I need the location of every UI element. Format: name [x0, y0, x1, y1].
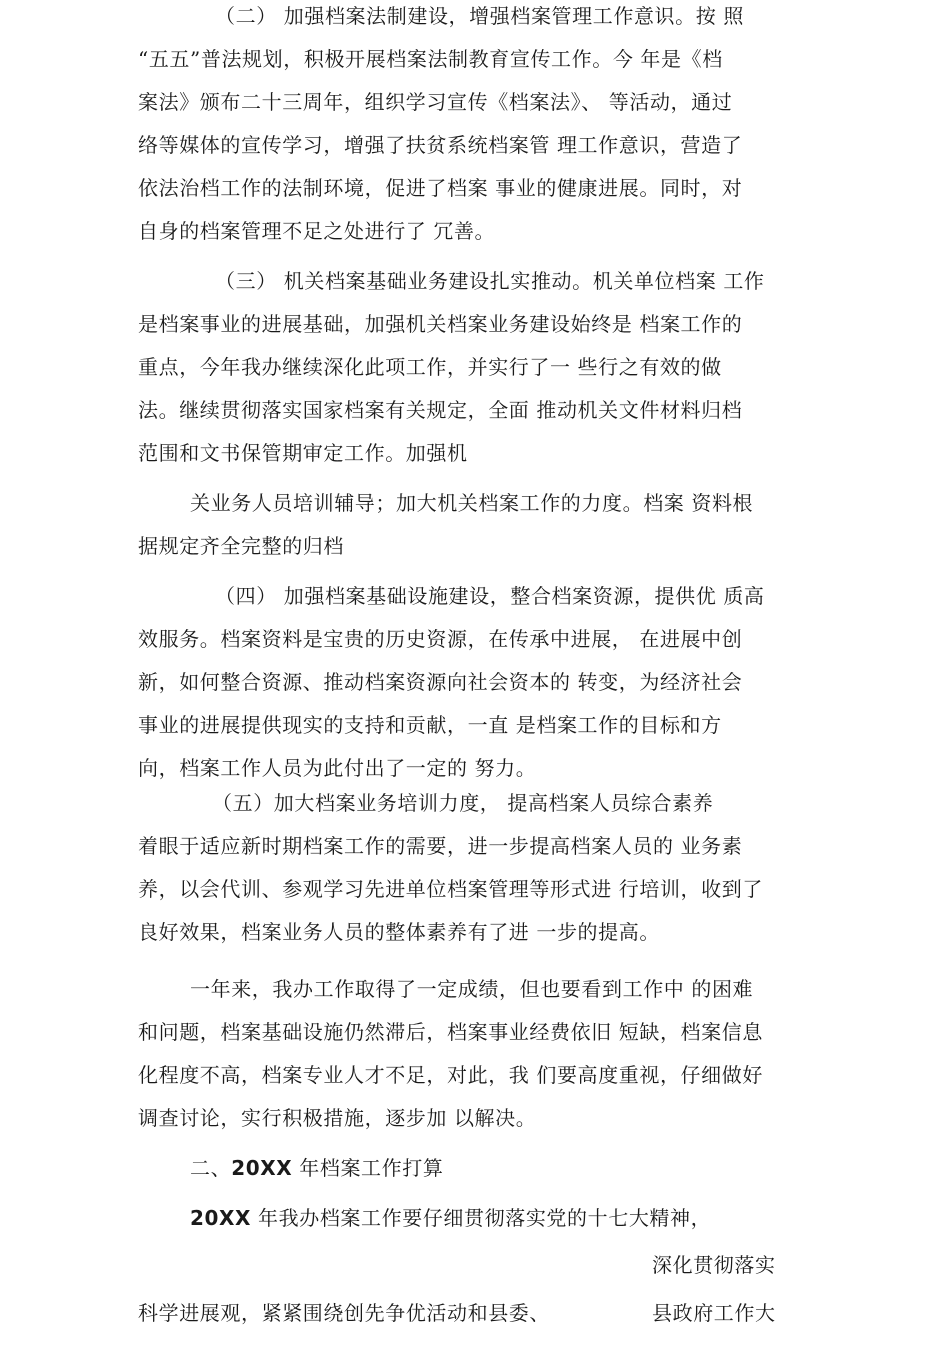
text-line: 县政府工作大 [652, 1301, 776, 1325]
text-line: （四） 加强档案基础设施建设，整合档案资源，提供优 质高 [215, 584, 765, 608]
text-line [190, 1205, 711, 1231]
text-line: （五）加大档案业务培训力度， 提高档案人员综合素养 [212, 791, 714, 815]
text-line: 向，档案工作人员为此付出了一定的 努力。 [138, 756, 537, 780]
text-line: 和问题，档案基础设施仍然滞后，档案事业经费依旧 短缺，档案信息 [138, 1020, 763, 1044]
text-line: 是档案事业的进展基础，加强机关档案业务建设始终是 档案工作的 [138, 312, 743, 336]
text-line: 自身的档案管理不足之处进行了 冗善。 [138, 219, 496, 243]
text-line: 新，如何整合资源、推动档案资源向社会资本的 转变，为经济社会 [138, 670, 743, 694]
text-line: 关业务人员培训辅导；加大机关档案工作的力度。档案 资料根 [190, 491, 754, 515]
text-line: 化程度不高，档案专业人才不足，对此，我 们要高度重视，仔细做好 [138, 1063, 763, 1087]
text-line: 深化贯彻落实 [652, 1253, 776, 1277]
text-line: 着眼于适应新时期档案工作的需要，进一步提高档案人员的 业务素 [138, 834, 743, 858]
text-line: 范围和文书保管期审定工作。加强机 [138, 441, 468, 465]
text-line: 事业的进展提供现实的支持和贡献，一直 是档案工作的目标和方 [138, 713, 722, 737]
text-line: 调查讨论，实行积极措施，逐步加 以解决。 [138, 1106, 537, 1130]
section-prefix: 二、 [190, 1156, 232, 1180]
plan-year: 20XX [190, 1206, 252, 1230]
text-line: 据规定齐全完整的归档 [138, 534, 344, 558]
text-line: “五五”普法规划，积极开展档案法制教育宣传工作。今 年是《档 [138, 47, 723, 71]
plan-text: 年我办档案工作要仔细贯彻落实党的十七大精神， [251, 1206, 712, 1230]
text-line: 科学进展观，紧紧围绕创先争优活动和县委、 [138, 1301, 550, 1325]
text-line: 络等媒体的宣传学习，增强了扶贫系统档案管 理工作意识，营造了 [138, 133, 743, 157]
text-line: （二） 加强档案法制建设，增强档案管理工作意识。按 照 [215, 4, 744, 28]
text-line: 法。继续贯彻落实国家档案有关规定，全面 推动机关文件材料归档 [138, 398, 743, 422]
section-title: 年档案工作打算 [292, 1156, 444, 1180]
text-line: 养，以会代训、参观学习先进单位档案管理等形式进 行培训，收到了 [138, 877, 763, 901]
text-line: （三） 机关档案基础业务建设扎实推动。机关单位档案 工作 [215, 269, 765, 293]
text-line: 案法》颁布二十三周年，组织学习宣传《档案法》、 等活动，通过 [138, 90, 733, 114]
section-year: 20XX [231, 1156, 293, 1180]
text-line: 良好效果，档案业务人员的整体素养有了进 一步的提高。 [138, 920, 660, 944]
text-line: 重点，今年我办继续深化此项工作，并实行了一 些行之有效的做 [138, 355, 722, 379]
text-line: 依法治档工作的法制环境，促进了档案 事业的健康进展。同时，对 [138, 176, 743, 200]
text-line: 效服务。档案资料是宝贵的历史资源，在传承中进展， 在进展中创 [138, 627, 743, 651]
section-heading [190, 1155, 443, 1181]
text-line: 一年来，我办工作取得了一定成绩，但也要看到工作中 的困难 [190, 977, 754, 1001]
